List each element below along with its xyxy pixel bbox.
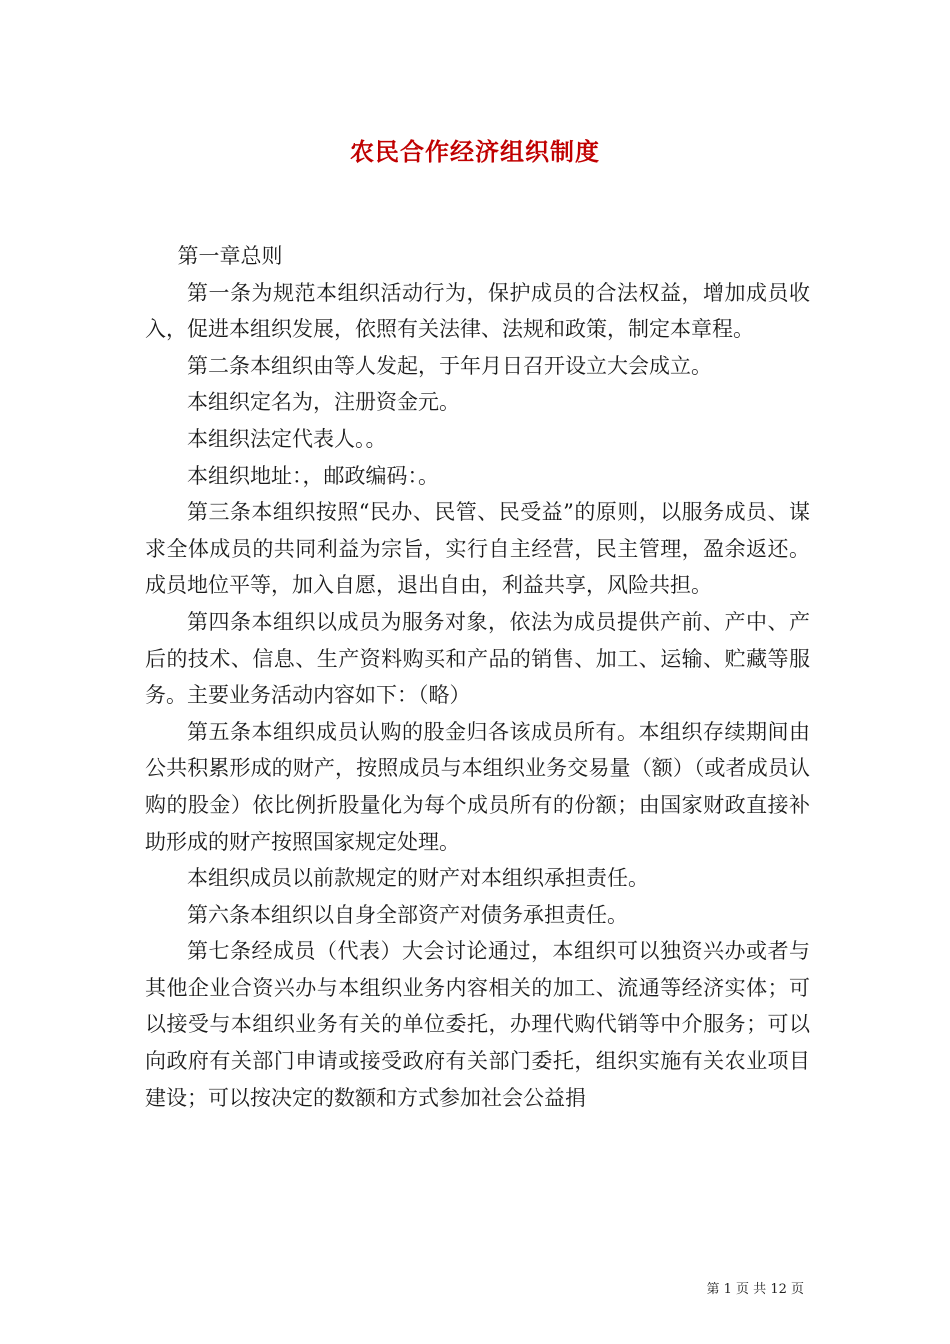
paragraph-article-1: 第一条为规范本组织活动行为，保护成员的合法权益，增加成员收入，促进本组织发展，依照有关法律、法规和政策，制定本章程。 [145, 280, 810, 342]
paragraph-address: 本组织地址：，邮政编码：。 [187, 463, 439, 488]
paragraph-org-name: 本组织定名为，注册资金元。 [187, 390, 460, 415]
paragraph-article-2: 第二条本组织由等人发起，于年月日召开设立大会成立。 [187, 353, 712, 378]
chapter-heading: 第一章总则 [177, 244, 283, 268]
paragraph-article-3: 第三条本组织按照“民办、民管、民受益”的原则，以服务成员、谋求全体成员的共同利益为宗旨，实行自主经营，民主管理，盈余返还。成员地位平等，加入自愿，退出自由，利益共享，风险共担。 [145, 500, 810, 598]
paragraph-liability: 本组织成员以前款规定的财产对本组织承担责任。 [187, 866, 649, 891]
page-number: 第 1 页 共 12 页 [706, 1282, 804, 1297]
paragraph-article-7: 第七条经成员（代表）大会讨论通过，本组织可以独资兴办或者与其他企业合资兴办与本组织业务内容相关的加工、流通等经济实体；可以接受与本组织业务有关的单位委托，办理代购代销等中介服务；可以向政府有关部门申请或接受政府有关部门委托，组织实施有关农业项目建设；可以按决定的数额和方式参加社会公益捐 [145, 939, 810, 1110]
paragraph-article-4: 第四条本组织以成员为服务对象，依法为成员提供产前、产中、产后的技术、信息、生产资料购买和产品的销售、加工、运输、贮藏等服务。主要业务活动内容如下：（略） [145, 609, 810, 708]
document-title: 农民合作经济组织制度 [350, 137, 600, 166]
paragraph-article-6: 第六条本组织以自身全部资产对债务承担责任。 [187, 902, 628, 927]
paragraph-legal-rep: 本组织法定代表人。。 [187, 426, 387, 451]
document-body [145, 238, 810, 1116]
paragraph-article-5: 第五条本组织成员认购的股金归各该成员所有。本组织存续期间由公共积累形成的财产，按照成员与本组织业务交易量（额）（或者成员认购的股金）依比例折股量化为每个成员所有的份额；由国家财政直接补助形成的财产按照国家规定处理。 [145, 719, 810, 854]
